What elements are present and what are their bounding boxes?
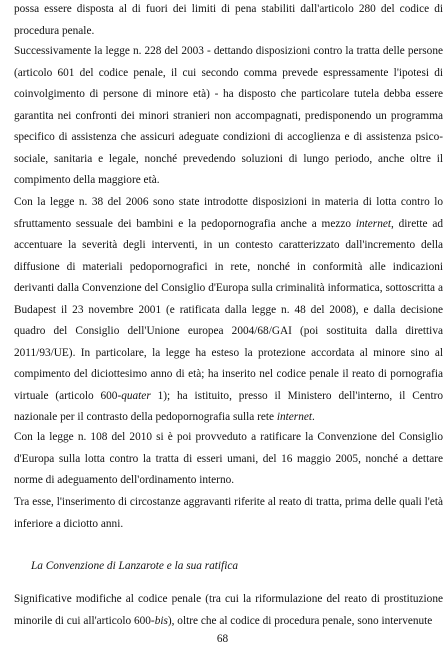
italic-term: quater [121,389,151,402]
page-number: 68 [216,633,229,645]
paragraph-text: Tra esse, l'inserimento di circostanze aggravanti riferite al reato di tratta, prima delle quali l'età inferiore a diciotto anni. [14,496,443,530]
paragraph-text: Con la legge n. 38 del 2006 sono state introdotte disposizioni in materia di lotta contro lo sfruttamento sessuale dei bambini e la pedopornografia anche a mezzo [14,196,443,230]
italic-term: bis [154,614,168,627]
paragraph-6 [14,589,443,632]
paragraph-text: Con la legge n. 108 del 2010 si è poi provveduto a ratificare la Convenzione del Consiglio d'Europa sulla lotta contro la tratta di esseri umani, del 16 maggio 2005, nonché a dettare norme di adeguamento dell'ordinamento interno. [14,431,443,486]
paragraph-5 [14,492,443,535]
paragraph-3 [14,192,443,429]
paragraph-1 [14,0,443,42]
paragraph-text: ), oltre che al codice di procedura penale, sono intervenute [167,614,433,627]
italic-term: internet [355,217,391,230]
paragraph-text: 1); ha istituito, presso il Ministero dell'interno, il Centro nazionale per il contrasto della pedopornografia sulla rete [14,389,444,423]
section-heading: La Convenzione di Lanzarote e la sua ratifica [31,560,239,572]
paragraph-text: . [312,411,315,423]
paragraph-text: Successivamente la legge n. 228 del 2003 - dettando disposizioni contro la tratta delle persone (articolo 601 del codice penale, il cui secondo comma prevede espressamente l'ipotesi di coinvolgimento di persone di minore età) - ha disposto che particolare tutela debba essere garantita nei confronti dei minori stranieri non accompagnati, predisponendo un programma specifico di assistenza che assicuri adeguate condizioni di accoglienza e di assistenza psico-sociale, sanitaria e legale, nonché prevedendo soluzioni di lungo periodo, anche oltre il compimento della maggiore età. [14,45,443,186]
paragraph-text: , dirette ad accentuare la severità degli interventi, in un contesto caratterizzato dall'incremento della diffusione di materiali pedopornografici in rete, nonché in conformità alle indicazioni derivanti dalla Convenzione del Consiglio d'Europa sulla criminalità informatica, sottoscritta a Budapest il 23 novembre 2001 (e ratificata dalla legge n. 48 del 2008), e dalla decisione quadro del Consiglio dell'Unione europea 2004/68/GAI (poi sostituita dalla direttiva 2011/93/UE). In particolare, la legge ha esteso la protezione accordata al minore sino al compimento del diciottesimo anno di età; ha inserito nel codice penale il reato di pornografia virtuale (articolo 600- [14,217,443,402]
paragraph-4 [14,427,443,492]
paragraph-text: possa essere disposta al di fuori dei limiti di pena stabiliti dall'articolo 280 del codice di procedura penale. [14,3,443,37]
paragraph-2 [14,41,443,192]
italic-term: internet [276,411,312,423]
paragraph-text: Significative modifiche al codice penale (tra cui la riformulazione del reato di prostituzione minorile di cui all'articolo 600- [14,593,443,627]
